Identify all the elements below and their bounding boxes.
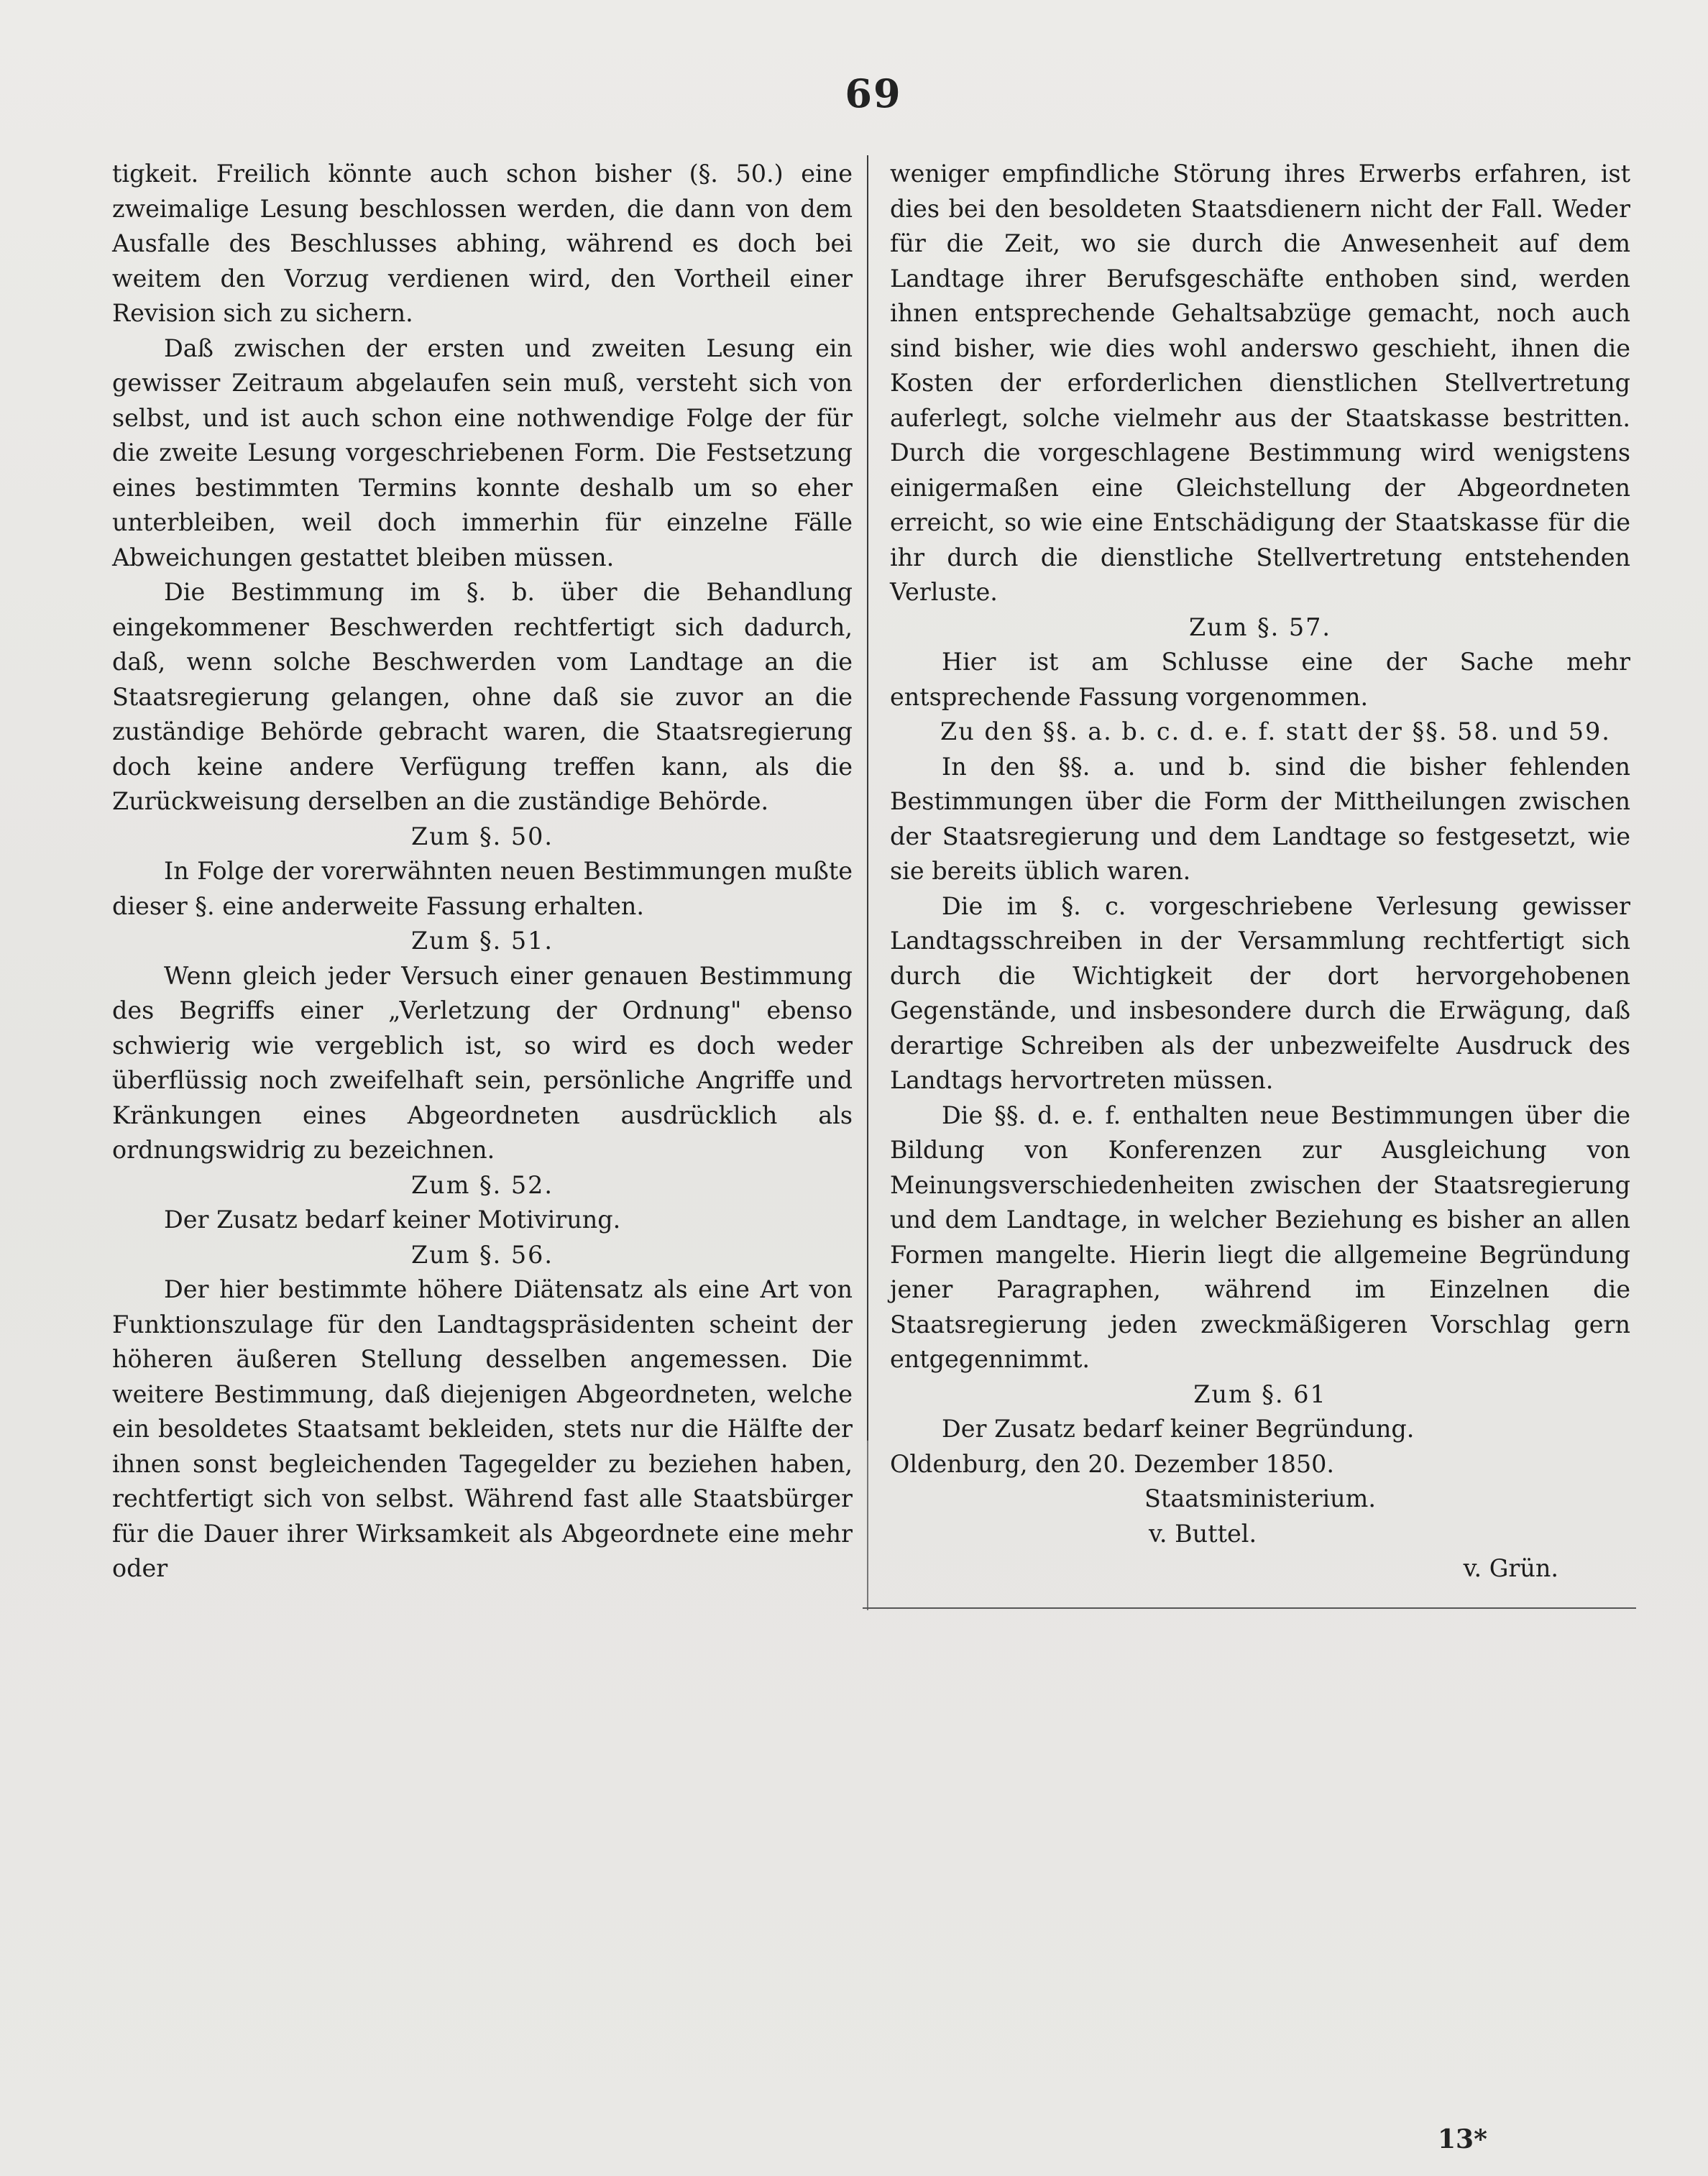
section-heading: Zum §. 56. <box>410 1240 554 1269</box>
section-heading: Zum §. 57. <box>1188 612 1331 641</box>
paragraph: Hier ist am Schlusse eine der Sache mehr entsprechende Fassung vorgenommen. <box>890 648 1630 711</box>
paragraph: In den §§. a. und b. sind die bisher fehlenden Bestimmungen über die Form der Mittheilungen zwischen der Staatsregierung und dem Landtage so festgesetzt, wie sie bereits üblich waren. <box>890 752 1630 885</box>
paragraph: Die Bestimmung im §. b. über die Behandlung eingekommener Beschwerden rechtfertigt sich dadurch, daß, wenn solche Beschwerden vom Landtage an die Staatsregierung gelangen, ohne daß sie zuvor an die zuständige Behörde gebracht waren, die Staatsregierung doch keine andere Verfügung treffen kann, als die Zurückweisung derselben an die zuständige Behörde. <box>112 578 853 815</box>
paragraph: weniger empfindliche Störung ihres Erwerbs erfahren, ist dies bei den besoldeten Staatsdienern nicht der Fall. Weder für die Zeit, wo sie durch die Anwesenheit auf dem Landtage ihrer Berufsgeschäfte enthoben sind, werden ihnen entsprechende Gehaltsabzüge gemacht, noch auch sind bisher, wie dies wohl anderswo geschieht, ihnen die Kosten der erforderlichen dienstlichen Stellvertretung auferlegt, solche vielmehr aus der Staatskasse bestritten. Durch die vorgeschlagene Bestimmung wird wenigstens einigermaßen eine Gleichstellung der Abgeordneten erreicht, so wie eine Entschädigung der Staatskasse für die ihr durch die dienstliche Stellvertretung entstehenden Verluste. <box>890 160 1630 606</box>
sheet-signature-mark: 13* <box>1438 2124 1487 2154</box>
section-heading: Zum §. 61 <box>1193 1379 1327 1408</box>
column-divider-lower <box>867 1441 868 1610</box>
left-column <box>112 157 853 1587</box>
section-heading: Zum §. 50. <box>410 822 554 850</box>
paragraph: Wenn gleich jeder Versuch einer genauen Bestimmung des Begriffs einer „Verletzung der Ordnung" ebenso schwierig wie vergeblich ist, so wird es doch weder überflüssig noch zweifelhaft sein, persönliche Angriffe und Kränkungen eines Abgeordneten ausdrücklich als ordnungswidrig zu bezeichnen. <box>112 961 853 1164</box>
paragraph: tigkeit. Freilich könnte auch schon bisher (§. 50.) eine zweimalige Lesung beschlossen werden, die dann von dem Ausfalle des Beschlusses abhing, während es doch bei weitem den Vorzug verdienen wird, den Vortheil einer Revision sich zu sichern. <box>112 160 853 327</box>
right-column <box>890 157 1630 1587</box>
paragraph: Der hier bestimmte höhere Diätensatz als eine Art von Funktionszulage für den Landtagspräsidenten scheint der höheren äußeren Stellung desselben angemessen. Die weitere Bestimmung, daß diejenigen Abgeordneten, welche ein besoldetes Staatsamt bekleiden, stets nur die Hälfte der ihnen sonst begleichenden Tagegelder zu beziehen haben, rechtfertigt sich von selbst. Während fast alle Staatsbürger für die Dauer ihrer Wirksamkeit als Abgeordnete eine mehr oder <box>112 1275 853 1582</box>
section-divider <box>863 1607 1636 1609</box>
paragraph: In Folge der vorerwähnten neuen Bestimmungen mußte dieser §. eine anderweite Fassung erhalten. <box>112 857 853 920</box>
paragraph: Daß zwischen der ersten und zweiten Lesung ein gewisser Zeitraum abgelaufen sein muß, versteht sich von selbst, und ist auch schon eine nothwendige Folge der für die zweite Lesung vorgeschriebenen Form. Die Festsetzung eines bestimmten Termins konnte deshalb um so eher unterbleiben, weil doch immerhin für einzelne Fälle Abweichungen gestattet bleiben müssen. <box>112 334 853 571</box>
page-number: 69 <box>845 70 902 116</box>
signature-line: Staatsministerium. <box>1144 1484 1376 1512</box>
paragraph: Der Zusatz bedarf keiner Motivirung. <box>164 1206 621 1234</box>
paragraph: Die §§. d. e. f. enthalten neue Bestimmungen über die Bildung von Konferenzen zur Ausgleichung von Meinungsverschiedenheiten zwischen der Staatsregierung und dem Landtage, in welcher Beziehung es bisher an allen Formen mangelte. Hierin liegt die allgemeine Begründung jener Paragraphen, während im Einzelnen die Staatsregierung jeden zweckmäßigeren Vorschlag gern entgegennimmt. <box>890 1101 1630 1373</box>
signature-line: Oldenburg, den 20. Dezember 1850. <box>890 1449 1334 1478</box>
paragraph: Die im §. c. vorgeschriebene Verlesung gewisser Landtagsschreiben in der Versammlung rechtfertigt sich durch die Wichtigkeit der dort hervorgehobenen Gegenstände, und insbesondere durch die Erwägung, daß derartige Schreiben als der unbezweifelte Ausdruck des Landtags hervortreten müssen. <box>890 891 1630 1094</box>
section-heading: Zum §. 51. <box>410 927 554 955</box>
signature-line: v. Buttel. <box>1149 1519 1257 1548</box>
section-heading: Zu den §§. a. b. c. d. e. f. statt der §§. 58. und 59. <box>940 717 1611 745</box>
section-heading: Zum §. 52. <box>410 1170 554 1199</box>
column-divider <box>867 155 868 1442</box>
paragraph: Der Zusatz bedarf keiner Begründung. <box>942 1415 1415 1443</box>
signature-line: v. Grün. <box>1463 1554 1558 1582</box>
